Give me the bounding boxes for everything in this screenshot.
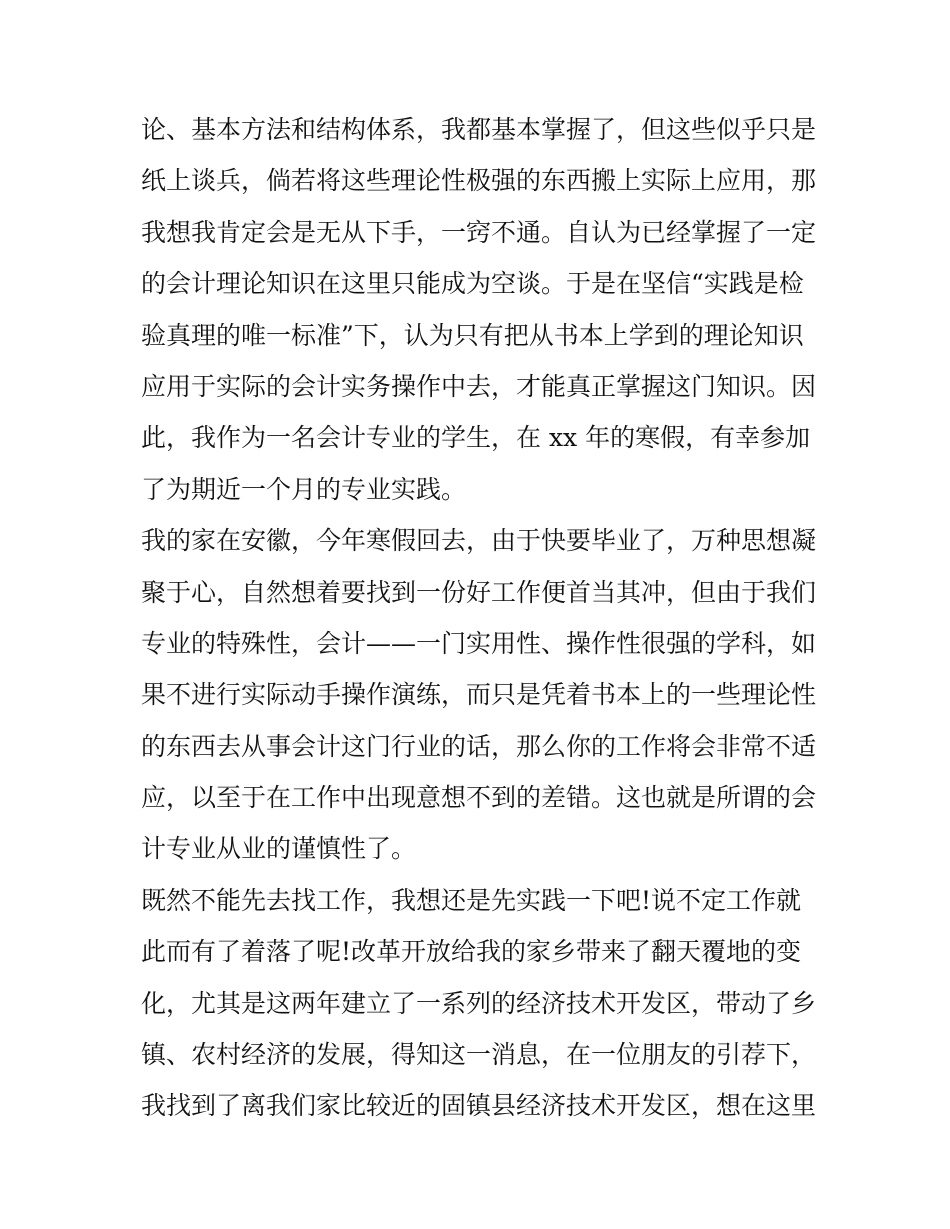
text-line: 我的家在安徽，今年寒假回去，由于快要毕业了，万种思想凝 — [141, 526, 817, 556]
text-line: 既然不能先去找工作，我想还是先实践一下吧!说不定工作就 — [141, 885, 802, 915]
text-line: 纸上谈兵，倘若将这些理论性极强的东西搬上实际上应用，那 — [141, 166, 817, 196]
text-line: 论、基本方法和结构体系，我都基本掌握了，但这些似乎只是 — [141, 115, 817, 144]
text-line: 聚于心，自然想着要找到一份好工作便首当其冲，但由于我们 — [141, 577, 817, 607]
text-line: 化，尤其是这两年建立了一系列的经济技术开发区，带动了乡 — [141, 988, 817, 1018]
text-line: 的会计理论知识在这里只能成为空谈。于是在坚信“实践是检 — [141, 269, 804, 299]
text-line: 应，以至于在工作中出现意想不到的差错。这也就是所谓的会 — [141, 783, 817, 813]
text-line: 此而有了着落了呢!改革开放给我的家乡带来了翻天覆地的变 — [141, 937, 802, 967]
body-text — [141, 110, 821, 1138]
text-line: 专业的特殊性，会计——一门实用性、操作性很强的学科，如 — [141, 628, 817, 658]
text-line: 验真理的唯一标准”下，认为只有把从书本上学到的理论知识 — [141, 320, 804, 350]
text-line: 我想我肯定会是无从下手，一窍不通。自认为已经掌握了一定 — [141, 217, 817, 247]
text-line: 计专业从业的谨慎性了。 — [141, 834, 417, 864]
text-line: 我找到了离我们家比较近的固镇县经济技术开发区，想在这里 — [141, 1091, 817, 1121]
text-line: 的东西去从事会计这门行业的话，那么你的工作将会非常不适 — [141, 731, 817, 761]
text-line: 果不进行实际动手操作演练，而只是凭着书本上的一些理论性 — [141, 680, 817, 710]
text-line: 镇、农村经济的发展，得知这一消息，在一位朋友的引荐下， — [141, 1040, 817, 1070]
text-line: 此，我作为一名会计专业的学生，在 xx 年的寒假，有幸参加 — [141, 423, 811, 453]
text-line: 应用于实际的会计实务操作中去，才能真正掌握这门知识。因 — [141, 371, 817, 401]
text-line: 了为期近一个月的专业实践。 — [141, 474, 467, 504]
